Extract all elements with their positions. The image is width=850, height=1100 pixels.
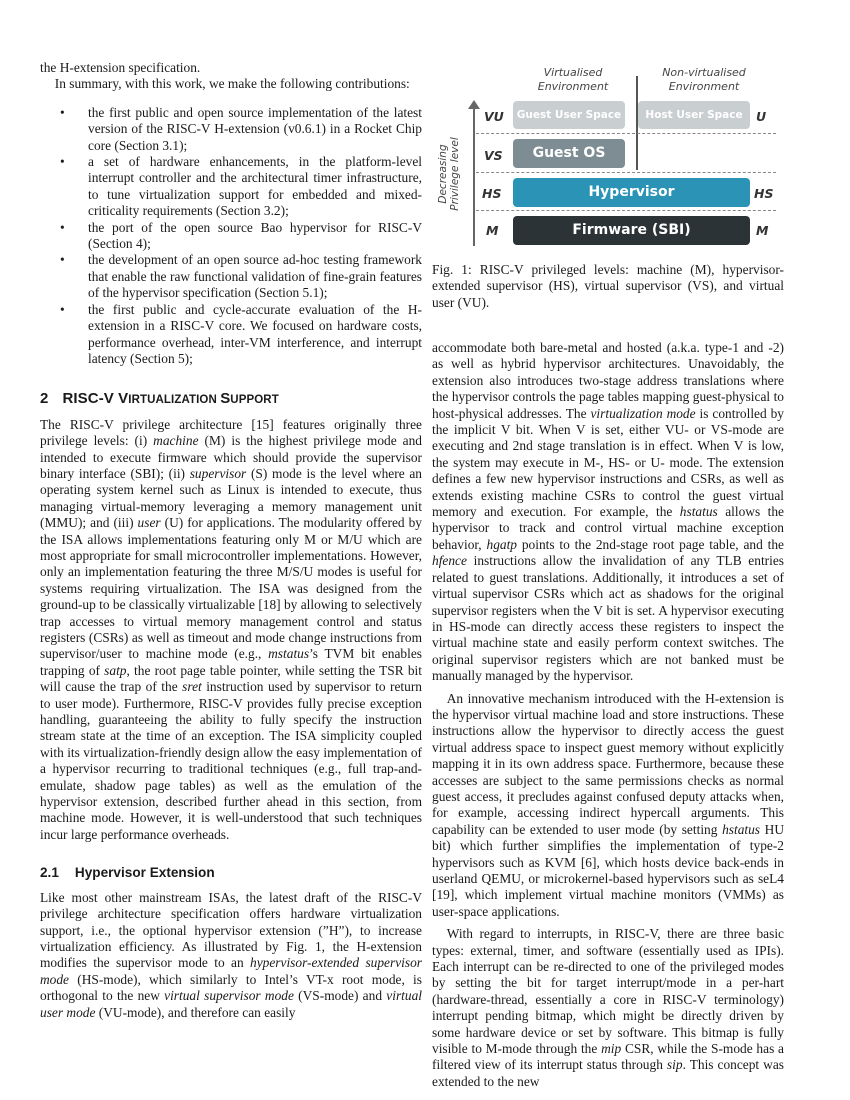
level-divider [476,133,776,134]
left-column [40,60,422,1021]
arrow-up-icon [468,100,480,109]
contribution-item: • the development of an open source ad-hoc testing framework that enable the raw functional validation of fine-grain features of the hypervisor specification (Section 5.1); [60,252,422,301]
intro-tail: the H-extension specification. [40,60,201,75]
section-2-paragraph: The RISC-V privilege architecture [15] features originally three privilege levels: (i) machine (M) is the highest privilege mode and intended to execute firmware which should provide the supervisor binary interface (SBI); (ii) supervisor (S) mode is the level where an operating system kernel such as Linux is intended to execute, thus managing virtual-memory leveraging a memory management unit (MMU); and (iii) user (U) for applications. The modularity offered by the ISA allows implementations featuring only M or M/U which are most appropriate for small microcontroller implementations. However, only an implementation featuring the three M/S/U modes is useful for systems requiring virtualization. The ISA was designed from the ground-up to be classically virtualizable [18] by allowing to selectively trap accesses to virtual memory management control and status registers (CSRs) as well as timeout and mode change instructions from supervisor/user to machine mode (e.g., mstatus’s TVM bit enables trapping of satp, the root page table pointer, while setting the TSR bit will cause the trap of the sret instruction used by supervisor to return to user mode). Furthermore, RISC-V provides fully precise exception handling, guaranteeing the ability to fully specify the instruction stream state at the time of an exception. The ISA simplicity coupled with its virtualization-friendly design allow the easy implementation of a hypervisor recurring to traditional techniques (e.g., full trap-and-emulate, shadow page tables) as well as the emulation of the hypervisor extension, described further ahead in this section, from machine mode. However, it is well-understood that such techniques incur large performance overheads. [40,416,423,842]
bullet-icon: • [60,219,65,235]
contribution-item: • the first public and open source implementation of the latest version of the RISC-V H-extension (v0.6.1) in a Rocket Chip core (Section 3.1); [60,104,422,153]
section-2-1-paragraph: Like most other mainstream ISAs, the latest draft of the RISC-V privilege architecture specification offers hardware virtualization support, i.e., the optional hypervisor extension (”H”), to increase virtualization efficiency. As illustrated by Fig. 1, the H-extension modifies the supervisor mode to an hypervisor-extended supervisor mode (HS-mode), which similarly to Intel’s VT-x root mode, is orthogonal to the new virtual supervisor mode (VS-mode) and virtual user mode (VU-mode), and therefore can easily [40,889,422,1020]
level-label-hs: HS [482,186,502,201]
guest-user-space-box: Guest User Space [513,101,625,129]
section-2-1-heading [40,865,422,881]
subsection-title: Hypervisor Extension [74,865,215,881]
contributions-list [40,105,422,368]
continuation-paragraph: accommodate both bare-metal and hosted (a.k.a. type-1 and -2) as well as hybrid hypervisor architectures. Unavoidably, the extension also introduces two-stage address translations where the hypervisor controls the page tables mapping guest-physical to host-physical addresses. The virtualization mode is controlled by the implicit V bit. When V is set, either VU- or VS-mode are executing and 2nd stage translation is in effect. When V is low, the system may execute in M-, HS- or U- mode. The extension defines a few new hypervisor instructions and CSRs, as well as extends existing machine CSRs to control the guest virtual memory and execution. For example, the hstatus allows the hypervisor to track and control virtual machine exception behavior, hgatp points to the 2nd-stage root page table, and the hfence instructions allow the invalidation of any TLB entries related to guest translations. Additionally, it introduces a set of virtual supervisor CSRs which act as shadows for the original supervisor registers when the V bit is set. A hypervisor executing in HS-mode can directly access these registers to inspect the virtual machine state and easily perform context switches. The original supervisor registers which are not banked must be manually managed by the hypervisor. [432,340,784,684]
privilege-axis-label: Decreasing Privilege level [437,137,461,211]
figure-caption: Fig. 1: RISC-V privileged levels: machine (M), hypervisor-extended supervisor (HS), virtual supervisor (VS), and virtual user (VU). [432,262,784,310]
contribution-item: • a set of hardware enhancements, in the platform-level interrupt controller and the architectural timer infrastructure, to tune virtualization support for embedded and mixed-criticality requirements (Section 3.2); [60,154,422,219]
bullet-icon: • [60,252,65,268]
section-number: 2 [40,390,49,408]
contribution-item: • the port of the open source Bao hypervisor for RISC-V (Section 4); [60,219,422,252]
guest-os-box: Guest OS [513,139,625,168]
bullet-icon: • [60,154,65,170]
level-divider [476,172,776,173]
interrupts-paragraph: With regard to interrupts, in RISC-V, there are three basic types: external, timer, and software (essentially used as IPIs). Each interrupt can be re-directed to one of the privileged modes by setting the bit for target interrupt/mode in a per-hart (hardware-thread, essentially a core in RISC-V terminology) interrupt pending bitmap, which might be directly driven by some hardware device or set by software. This bitmap is fully visible to M-mode through the mip CSR, while the S-mode has a filtered view of its interrupt status through sip. This concept was extended to the new [432,926,784,1089]
level-divider [476,210,776,211]
virtualised-environment-label: Virtualised Environment [537,66,609,93]
host-user-space-box: Host User Space [638,101,750,129]
section-2-heading: 2 RISC-V VIRTUALIZATION SUPPORT [40,390,279,408]
non-virtualised-environment-label: Non-virtualised Environment [662,66,746,93]
subsection-number: 2.1 [40,865,59,881]
level-label-u: U [756,109,767,124]
level-label-m: M [486,223,499,238]
privilege-arrow-shaft [473,106,475,246]
hypervisor-box: Hypervisor [513,178,750,207]
bullet-icon: • [60,104,65,120]
privilege-levels-figure [436,62,786,252]
level-label-m-right: M [756,223,769,238]
bullet-icon: • [60,301,65,317]
summary-paragraph: In summary, with this work, we make the following contributions: [54,76,410,92]
contribution-item: • the first public and cycle-accurate evaluation of the H-extension in a RISC-V core. We focused on hardware costs, performance overhead, inter-VM interference, and interrupt latency (Section 5); [60,301,422,366]
level-label-vu: VU [484,109,504,124]
hypervisor-load-store-paragraph: An innovative mechanism introduced with the H-extension is the hypervisor virtual machine load and store instructions. These instructions allow the hypervisor to directly access the guest virtual address space to inspect guest memory without explicitly mapping it in its own address space. Furthermore, because these accesses are subject to the same permissions checks as normal guest access, it precludes against confused deputy attacks when, for example, accessing indirect hypercall arguments. This capability can be extended to user mode (by setting hstatus HU bit) which further simplifies the implementation of type-2 hypervisors such as KVM [6], which hosts device back-ends in userland QEMU, or microkernel-based hypervisors such as seL4 [19], which implement virtual machine monitors (VMMs) as user-space applications. [432,690,784,919]
level-label-hs-right: HS [754,186,774,201]
firmware-sbi-box: Firmware (SBI) [513,216,750,245]
level-label-vs: VS [484,148,503,163]
right-column [432,340,784,1090]
